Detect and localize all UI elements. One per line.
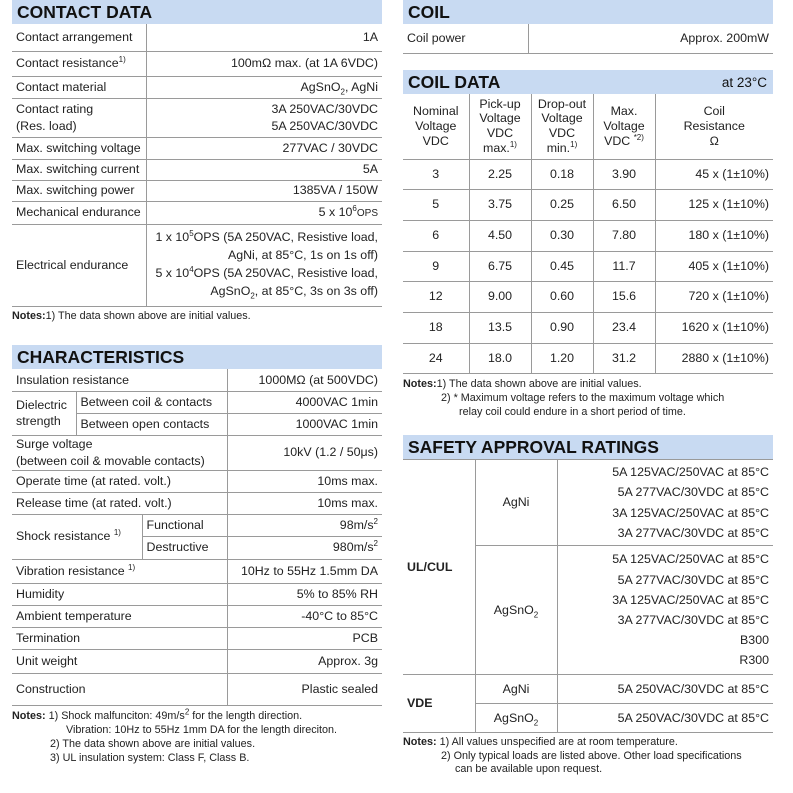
row-sublabel: Destructive <box>142 536 227 559</box>
table-cell: 24 <box>403 343 469 373</box>
temperature-label: at 23°C <box>721 75 767 90</box>
rating-cell: 5A 125VAC/250VAC at 85°C 5A 277VAC/30VDC at 85°C 3A 125VAC/250VAC at 85°C 3A 277VAC/30VDC at 85°C <box>557 460 773 546</box>
row-value: 1385VA / 150W <box>146 180 382 201</box>
row-label: Mechanical endurance <box>12 201 146 224</box>
row-value: 1000MΩ (at 500VDC) <box>227 369 382 391</box>
table-row <box>12 492 382 514</box>
characteristics-notes: Notes: 1) Shock malfunciton: $49m/s^2$ for the length direction. Vibration: 10Hz to 55Hz 1mm DA for the length direciton. 2) The data shown above are initial values. 3) UL insulation system: Class F, Class B. <box>12 706 338 764</box>
row-label: Insulation resistance <box>12 369 227 391</box>
table-cell: 5 <box>403 189 469 220</box>
table-cell: 23.4 <box>593 312 655 343</box>
table-cell: 11.7 <box>593 251 655 281</box>
table-row <box>12 224 382 306</box>
table-cell: 1620 x (1±10%) <box>655 312 773 343</box>
row-value: 10kV (1.2 / 50μs) <box>227 435 382 470</box>
table-row <box>12 391 382 413</box>
table-row <box>12 673 382 705</box>
table-row <box>12 24 382 51</box>
row-label: Vibration resistance $^{1)}$ <box>12 559 227 583</box>
row-value: 10ms max. <box>227 492 382 514</box>
table-row <box>403 675 773 704</box>
column-header: Drop-out Voltage VDC min.$^{1)}$ <box>531 94 593 159</box>
rating-cell: 5A 250VAC/30VDC at 85°C <box>557 675 773 704</box>
standard-label: VDE <box>403 675 475 733</box>
table-header-row <box>403 94 773 159</box>
table-row <box>12 51 382 76</box>
material-label: AgNi <box>475 460 557 546</box>
characteristics-section <box>12 345 382 765</box>
table-row <box>12 649 382 673</box>
table-row <box>12 583 382 605</box>
table-cell: 0.30 <box>531 220 593 251</box>
coil-data-rows <box>403 159 773 373</box>
characteristics-table <box>12 369 382 706</box>
characteristics-title: CHARACTERISTICS <box>12 345 382 369</box>
table-cell: 0.60 <box>531 281 593 312</box>
row-value: 100mΩ max. (at 1A 6VDC) <box>146 51 382 76</box>
row-label: Max. switching voltage <box>12 137 146 159</box>
row-label: Shock resistance $^{1)}$ <box>12 514 142 559</box>
row-value: Approx. 3g <box>227 649 382 673</box>
row-label: Unit weight <box>12 649 227 673</box>
table-row <box>12 98 382 137</box>
contact-data-notes: Notes:1) The data shown above are initial values. <box>12 309 251 322</box>
row-sublabel: Functional <box>142 514 227 536</box>
column-header: Nominal Voltage VDC <box>403 94 469 159</box>
row-value: 1A <box>146 24 382 51</box>
safety-table <box>403 459 773 733</box>
table-cell: 13.5 <box>469 312 531 343</box>
row-value: 4000VAC 1min <box>227 391 382 413</box>
standard-label: UL/CUL <box>403 460 475 675</box>
table-cell: 3.75 <box>469 189 531 220</box>
table-cell: 12 <box>403 281 469 312</box>
row-sublabel: Between open contacts <box>76 413 227 435</box>
table-row <box>12 470 382 492</box>
row-label: Contact arrangement <box>12 24 146 51</box>
table-cell: 2.25 <box>469 159 531 189</box>
safety-notes: Notes: 1) All values unspecified are at room temperature. 2) Only typical loads are listed above. Other load specifications can be available upon request. <box>403 736 742 775</box>
table-row <box>403 343 773 373</box>
table-row <box>403 251 773 281</box>
row-sublabel: Between coil & contacts <box>76 391 227 413</box>
coil-data-section <box>403 70 773 419</box>
table-cell: 6 <box>403 220 469 251</box>
table-cell: 6.75 <box>469 251 531 281</box>
table-cell: 0.45 <box>531 251 593 281</box>
row-label: Dielectric strength <box>12 391 76 435</box>
row-label: Max. switching current <box>12 159 146 180</box>
row-label: Contact resistance$^{1)}$ <box>12 51 146 76</box>
contact-data-table <box>12 24 382 307</box>
column-header: Max. Voltage VDC $^{*2)}$ <box>593 94 655 159</box>
table-cell: 2880 x (1±10%) <box>655 343 773 373</box>
table-row <box>403 460 773 546</box>
table-row <box>12 369 382 391</box>
safety-section <box>403 435 773 777</box>
row-value: $98m/s^2$ <box>227 514 382 536</box>
contact-data-section <box>12 0 382 323</box>
table-cell: 405 x (1±10%) <box>655 251 773 281</box>
table-row <box>12 514 382 536</box>
table-cell: 9 <box>403 251 469 281</box>
column-header: Pick-up Voltage VDC max.$^{1)}$ <box>469 94 531 159</box>
row-value: 10ms max. <box>227 470 382 492</box>
coil-data-notes: Notes:1) The data shown above are initial values. 2) * Maximum voltage refers to the maximum voltage which relay coil could endure in a short period of time. <box>403 377 725 418</box>
row-label: Coil power <box>403 24 528 53</box>
coil-title: COIL <box>403 0 773 24</box>
coil-data-title: COIL DATA at 23°C <box>403 70 773 94</box>
row-value: 5% to 85% RH <box>227 583 382 605</box>
table-row <box>12 201 382 224</box>
table-cell: 15.6 <box>593 281 655 312</box>
row-label: Construction <box>12 673 227 705</box>
rating-cell: 5A 125VAC/250VAC at 85°C 5A 277VAC/30VDC at 85°C 3A 125VAC/250VAC at 85°C 3A 277VAC/30VDC at 85°C B300 R300 <box>557 546 773 675</box>
row-label: Ambient temperature <box>12 605 227 627</box>
rating-cell: 5A 250VAC/30VDC at 85°C <box>557 704 773 733</box>
table-cell: 4.50 <box>469 220 531 251</box>
row-label: Operate time (at rated. volt.) <box>12 470 227 492</box>
table-cell: 125 x (1±10%) <box>655 189 773 220</box>
table-row <box>12 137 382 159</box>
table-cell: 720 x (1±10%) <box>655 281 773 312</box>
table-row <box>403 24 773 53</box>
table-cell: 3.90 <box>593 159 655 189</box>
row-label: Termination <box>12 627 227 649</box>
material-label: AgSnO$_2$ <box>475 704 557 733</box>
row-value: 1 x $10^5OPS$ (5A 250VAC, Resistive load, AgNi, at 85°C, 1s on 1s off) 5 x $10^4OPS$ (5A 250VAC, Resistive load, AgSnO$_2$, at 85°C, 3s on 3s off) <box>146 224 382 306</box>
table-row <box>12 559 382 583</box>
row-value: PCB <box>227 627 382 649</box>
row-value: AgSnO$_2$, AgNi <box>146 76 382 98</box>
table-row <box>12 180 382 201</box>
row-value: Approx. 200mW <box>528 24 773 53</box>
column-header: Coil Resistance Ω <box>655 94 773 159</box>
table-row <box>12 605 382 627</box>
contact-data-title: CONTACT DATA <box>12 0 382 24</box>
row-value: 5 x $10^6OPS$ <box>146 201 382 224</box>
material-label: AgNi <box>475 675 557 704</box>
row-value: 1000VAC 1min <box>227 413 382 435</box>
coil-table <box>403 24 773 54</box>
table-cell: 31.2 <box>593 343 655 373</box>
table-cell: 3 <box>403 159 469 189</box>
table-cell: 18 <box>403 312 469 343</box>
row-value: Plastic sealed <box>227 673 382 705</box>
table-cell: 0.18 <box>531 159 593 189</box>
row-value: 5A <box>146 159 382 180</box>
row-label: Surge voltage (between coil & movable contacts) <box>12 435 227 470</box>
row-label: Max. switching power <box>12 180 146 201</box>
table-cell: 180 x (1±10%) <box>655 220 773 251</box>
table-cell: 7.80 <box>593 220 655 251</box>
row-label: Electrical endurance <box>12 224 146 306</box>
coil-data-table <box>403 94 773 374</box>
table-row <box>403 220 773 251</box>
safety-title: SAFETY APPROVAL RATINGS <box>403 435 773 459</box>
row-value: 10Hz to 55Hz 1.5mm DA <box>227 559 382 583</box>
row-label: Release time (at rated. volt.) <box>12 492 227 514</box>
table-row <box>12 159 382 180</box>
table-row <box>403 312 773 343</box>
table-row <box>403 189 773 220</box>
table-cell: 45 x (1±10%) <box>655 159 773 189</box>
table-row <box>12 627 382 649</box>
table-cell: 0.90 <box>531 312 593 343</box>
table-row <box>403 281 773 312</box>
material-label: AgSnO$_2$ <box>475 546 557 675</box>
row-label: Humidity <box>12 583 227 605</box>
row-label: Contact material <box>12 76 146 98</box>
table-cell: 6.50 <box>593 189 655 220</box>
row-value: 277VAC / 30VDC <box>146 137 382 159</box>
row-value: $980m/s^2$ <box>227 536 382 559</box>
table-row <box>403 159 773 189</box>
table-cell: 1.20 <box>531 343 593 373</box>
table-row <box>12 435 382 470</box>
row-value: -40°C to 85°C <box>227 605 382 627</box>
table-cell: 18.0 <box>469 343 531 373</box>
table-cell: 0.25 <box>531 189 593 220</box>
coil-section <box>403 0 773 54</box>
row-label: Contact rating (Res. load) <box>12 98 146 137</box>
table-cell: 9.00 <box>469 281 531 312</box>
row-value: 3A 250VAC/30VDC 5A 250VAC/30VDC <box>146 98 382 137</box>
table-row <box>12 76 382 98</box>
